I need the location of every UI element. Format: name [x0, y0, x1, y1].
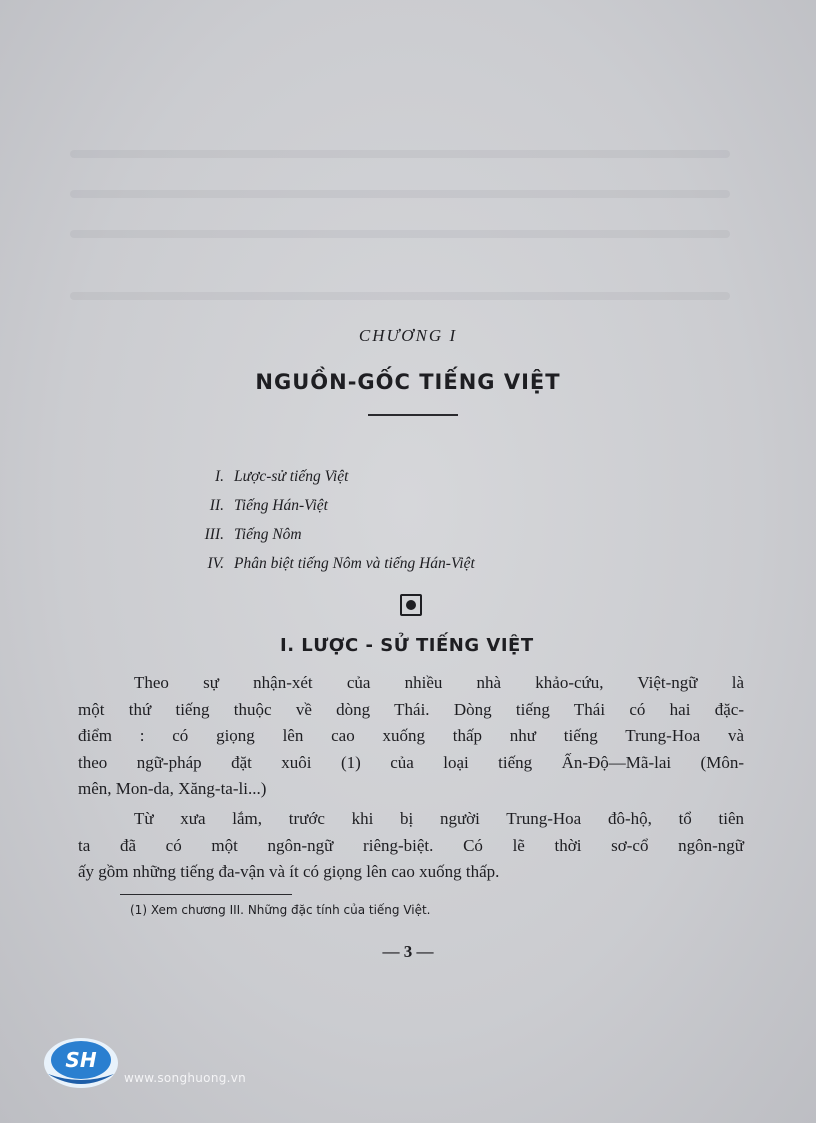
bleed-through-line [70, 150, 730, 158]
toc-item [190, 549, 670, 578]
paragraph-line: điểm : có giọng lên cao xuống thấp như tiếng Trung-Hoa và [78, 726, 744, 745]
footnote-divider [120, 894, 292, 895]
toc-item [190, 491, 670, 520]
paragraph-line: Theo sự nhận-xét của nhiều nhà khảo-cứu, Việt-ngữ là [134, 673, 744, 692]
songhuong-logo-icon [42, 1036, 120, 1090]
paragraph-line: Từ xưa lắm, trước khi bị người Trung-Hoa đô-hộ, tổ tiên [134, 809, 744, 828]
toc-item-text: Tiếng Nôm [234, 526, 302, 543]
toc-item-text: Phân biệt tiếng Nôm và tiếng Hán-Việt [234, 555, 475, 572]
title-divider [368, 414, 458, 416]
square-dot-ornament-icon [400, 594, 422, 616]
toc-item [190, 520, 670, 549]
paragraph-line: một thứ tiếng thuộc về dòng Thái. Dòng tiếng Thái có hai đặc- [78, 699, 744, 719]
section-heading: I. LƯỢC - SỬ TIẾNG VIỆT [280, 635, 534, 656]
toc-item-number: III. [204, 526, 224, 543]
paragraph-line: ấy gồm những tiếng đa-vận và ít có giọng lên cao xuống thấp. [78, 862, 500, 881]
paragraph-line: theo ngữ-pháp đặt xuôi (1) của loại tiếng Ấn-Độ—Mã-lai (Môn- [78, 752, 744, 772]
paragraph [78, 670, 744, 803]
toc-item-text: Tiếng Hán-Việt [234, 497, 328, 514]
paragraph [78, 806, 744, 886]
bleed-through-line [70, 292, 730, 300]
watermark-url[interactable]: www.songhuong.vn [124, 1071, 247, 1085]
bleed-through-line [70, 230, 730, 238]
chapter-label: CHƯƠNG I [358, 326, 458, 345]
page-number: — 3 — [382, 942, 434, 961]
toc-item-text: Lược-sử tiếng Việt [234, 468, 349, 485]
footnote: (1) Xem chương III. Những đặc tính của tiếng Việt. [130, 903, 431, 917]
chapter-contents-list [190, 462, 670, 578]
bleed-through-line [70, 190, 730, 198]
logo-text: SH [65, 1048, 97, 1072]
paragraph-line: ta đã có một ngôn-ngữ riêng-biệt. Có lẽ thời sơ-cổ ngôn-ngữ [78, 835, 744, 855]
toc-item-number: I. [214, 468, 224, 485]
chapter-title: NGUỒN-GỐC TIẾNG VIỆT [255, 370, 561, 394]
toc-item-number: IV. [207, 555, 224, 572]
toc-item-number: II. [209, 497, 224, 514]
paragraph-line: mên, Mon-da, Xăng-ta-li...) [78, 779, 267, 798]
toc-item [190, 462, 670, 491]
